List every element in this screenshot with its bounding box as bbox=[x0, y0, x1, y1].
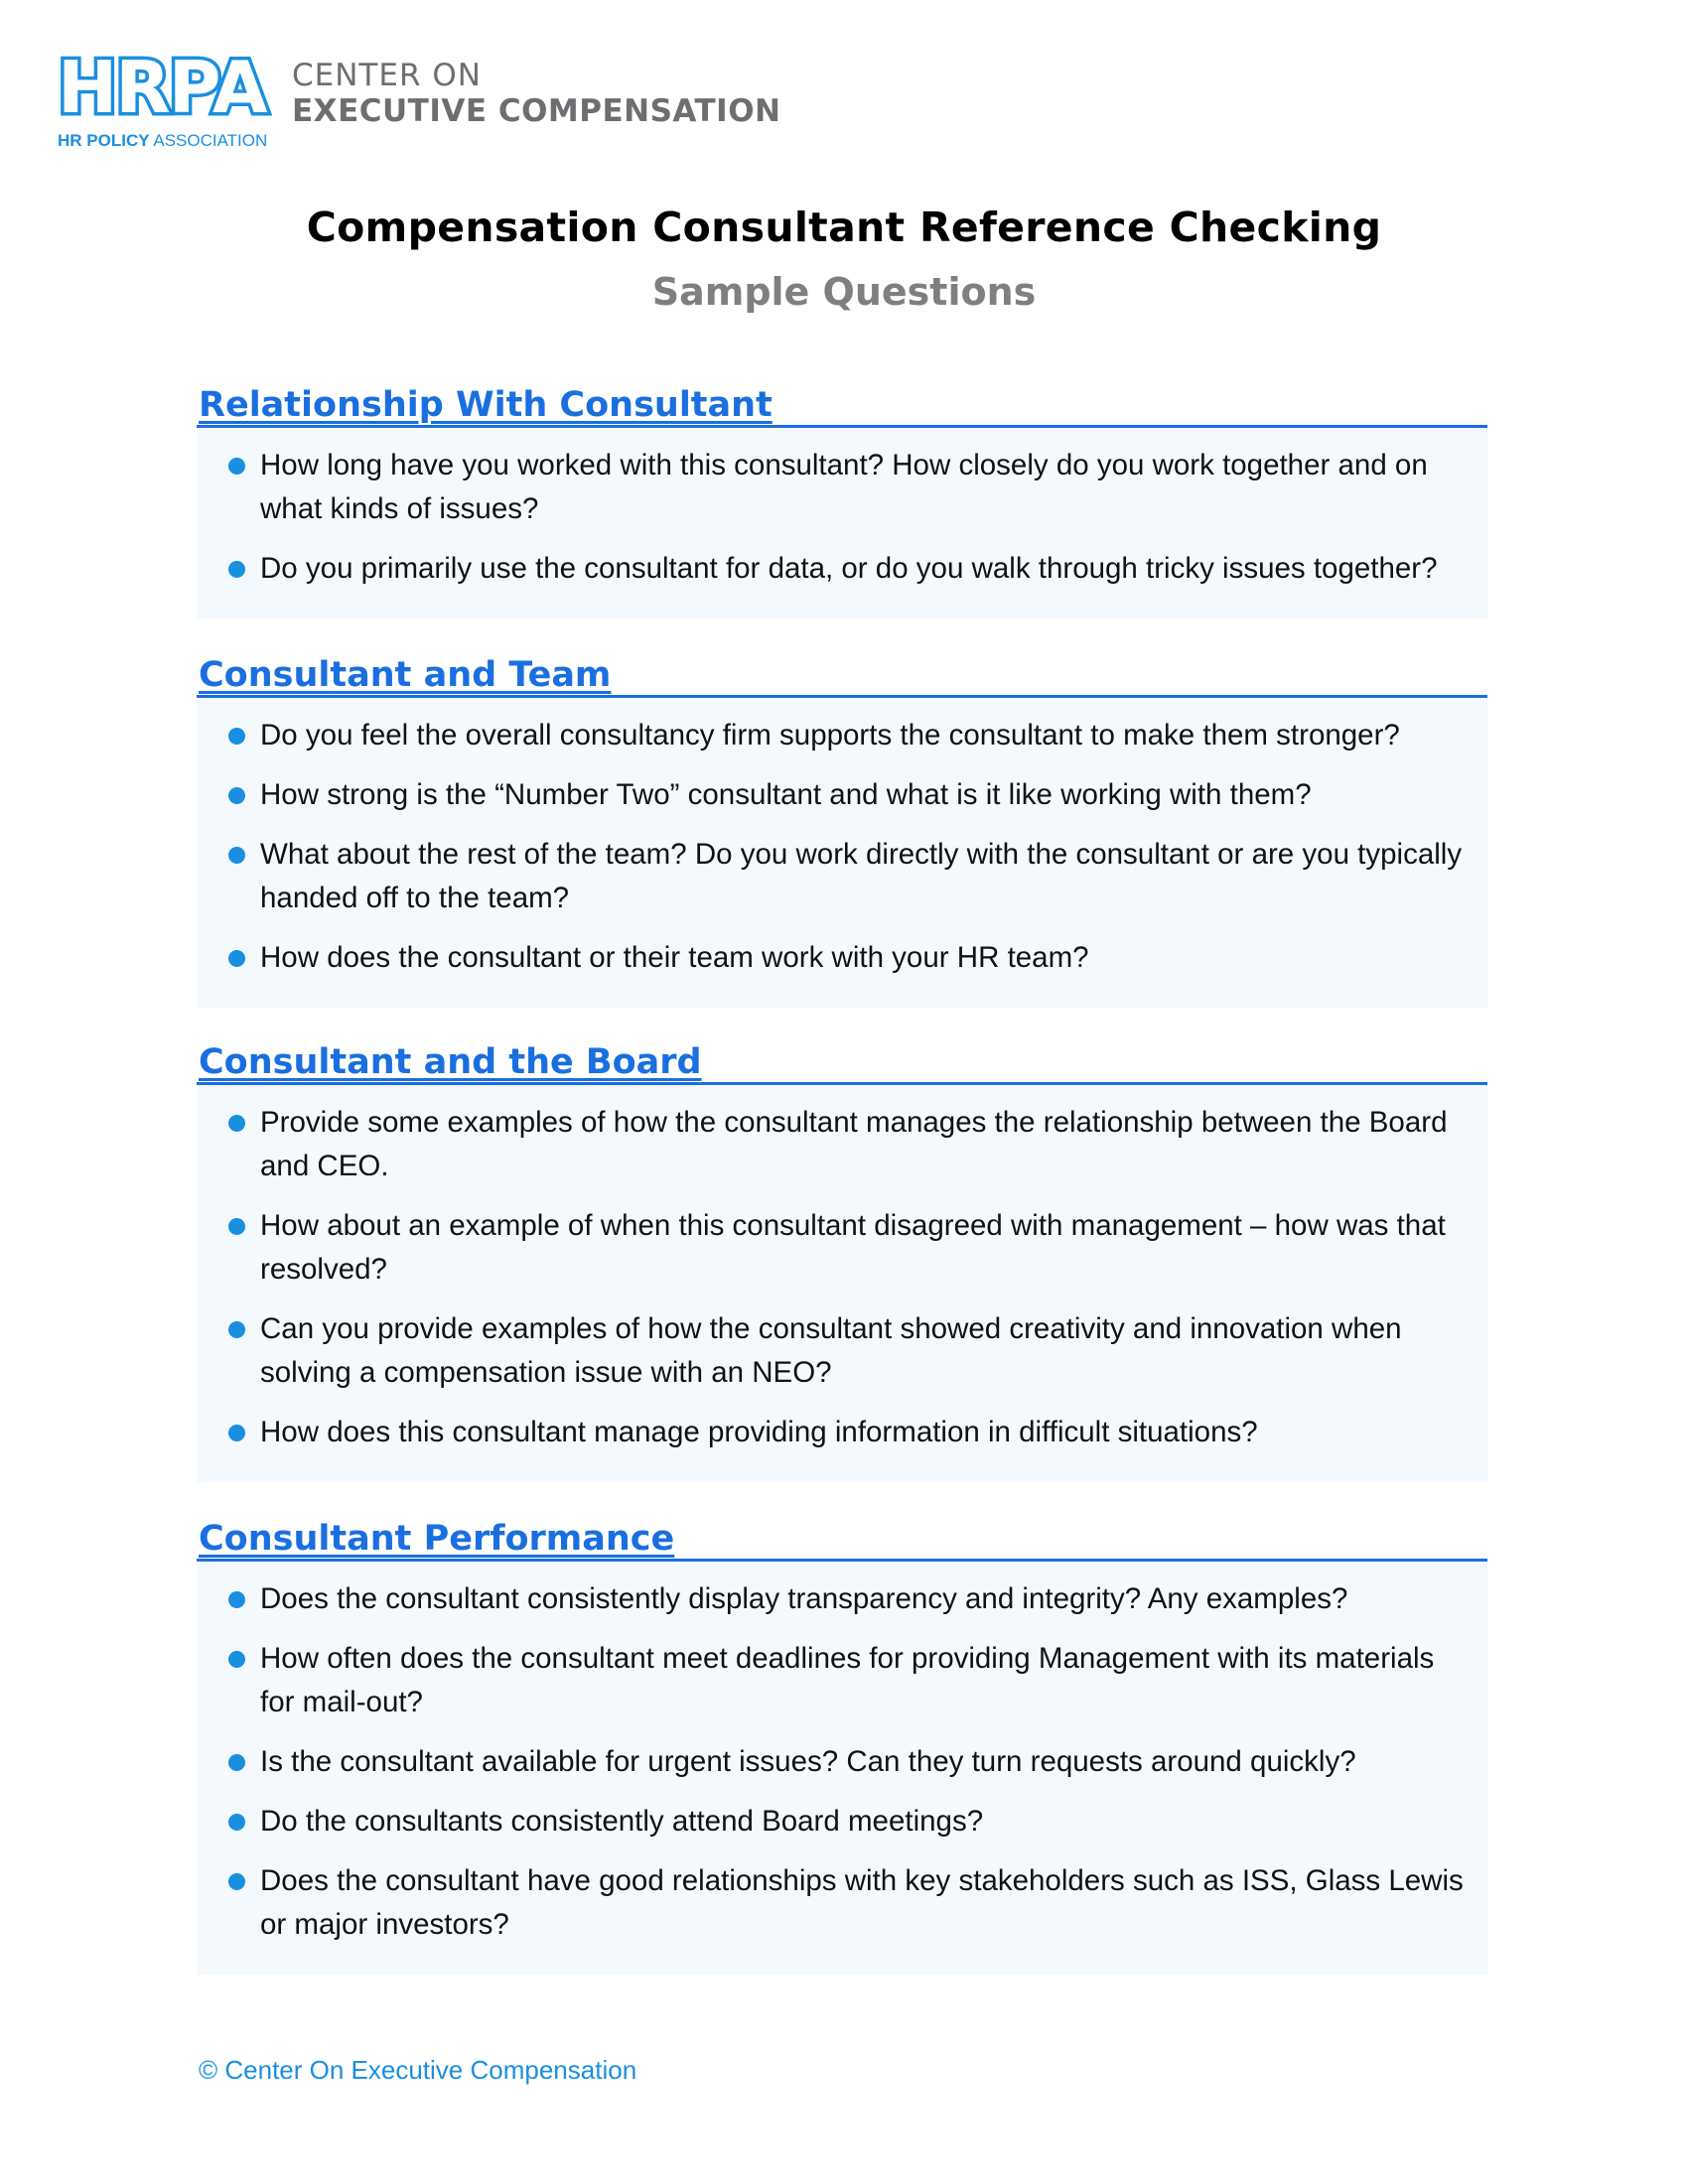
section-heading-bar bbox=[197, 645, 1487, 698]
copyright-footer: © Center On Executive Compensation bbox=[199, 2055, 637, 2085]
section-heading: Consultant and Team bbox=[199, 655, 612, 695]
page-subtitle: Sample Questions bbox=[651, 270, 1037, 314]
question-item: How does the consultant or their team work with your HR team? bbox=[228, 936, 1468, 980]
logo-sub-rest: ASSOCIATION bbox=[153, 131, 268, 150]
section-heading-bar bbox=[197, 1032, 1487, 1085]
org-name-line1: CENTER ON bbox=[292, 58, 482, 93]
hrpa-logo-mark: HRPA bbox=[58, 46, 266, 129]
question-item: Do the consultants consistently attend Board meetings? bbox=[228, 1800, 1468, 1843]
section-heading: Consultant Performance bbox=[199, 1519, 675, 1559]
question-item: Provide some examples of how the consultant manages the relationship between the Board and CEO. bbox=[228, 1101, 1468, 1188]
question-item: Is the consultant available for urgent issues? Can they turn requests around quickly? bbox=[228, 1740, 1468, 1784]
section-board bbox=[197, 1032, 1487, 1482]
question-item: How long have you worked with this consultant? How closely do you work together and on what kinds of issues? bbox=[228, 444, 1468, 531]
section-heading-bar bbox=[197, 1509, 1487, 1562]
question-item: Do you primarily use the consultant for data, or do you walk through tricky issues together? bbox=[228, 547, 1468, 591]
section-heading: Relationship With Consultant bbox=[199, 385, 773, 425]
section-heading-bar bbox=[197, 375, 1487, 428]
question-item: Can you provide examples of how the consultant showed creativity and innovation when solving a compensation issue with an NEO? bbox=[228, 1307, 1468, 1395]
question-item: How often does the consultant meet deadlines for providing Management with its materials for mail-out? bbox=[228, 1637, 1468, 1724]
question-item: How about an example of when this consultant disagreed with management – how was that resolved? bbox=[228, 1204, 1468, 1292]
question-item: Do you feel the overall consultancy firm supports the consultant to make them stronger? bbox=[228, 714, 1468, 757]
section-relationship bbox=[197, 375, 1487, 618]
section-panel bbox=[197, 1562, 1487, 1975]
section-panel bbox=[197, 698, 1487, 1008]
section-performance bbox=[197, 1509, 1487, 1975]
section-heading: Consultant and the Board bbox=[199, 1042, 702, 1082]
hrpa-logo-subtitle bbox=[58, 131, 267, 151]
section-panel bbox=[197, 1085, 1487, 1482]
page-title: Compensation Consultant Reference Checking bbox=[306, 204, 1382, 251]
question-item: How does this consultant manage providing information in difficult situations? bbox=[228, 1411, 1468, 1454]
question-item: Does the consultant consistently display transparency and integrity? Any examples? bbox=[228, 1577, 1468, 1621]
section-team bbox=[197, 645, 1487, 1008]
question-item: How strong is the “Number Two” consultant and what is it like working with them? bbox=[228, 773, 1468, 817]
section-panel bbox=[197, 428, 1487, 618]
logo-sub-bold: HR POLICY bbox=[58, 131, 150, 150]
question-item: What about the rest of the team? Do you work directly with the consultant or are you typically handed off to the team? bbox=[228, 833, 1468, 920]
org-name-line2: EXECUTIVE COMPENSATION bbox=[292, 93, 781, 129]
question-item: Does the consultant have good relationships with key stakeholders such as ISS, Glass Lewis or major investors? bbox=[228, 1859, 1468, 1947]
